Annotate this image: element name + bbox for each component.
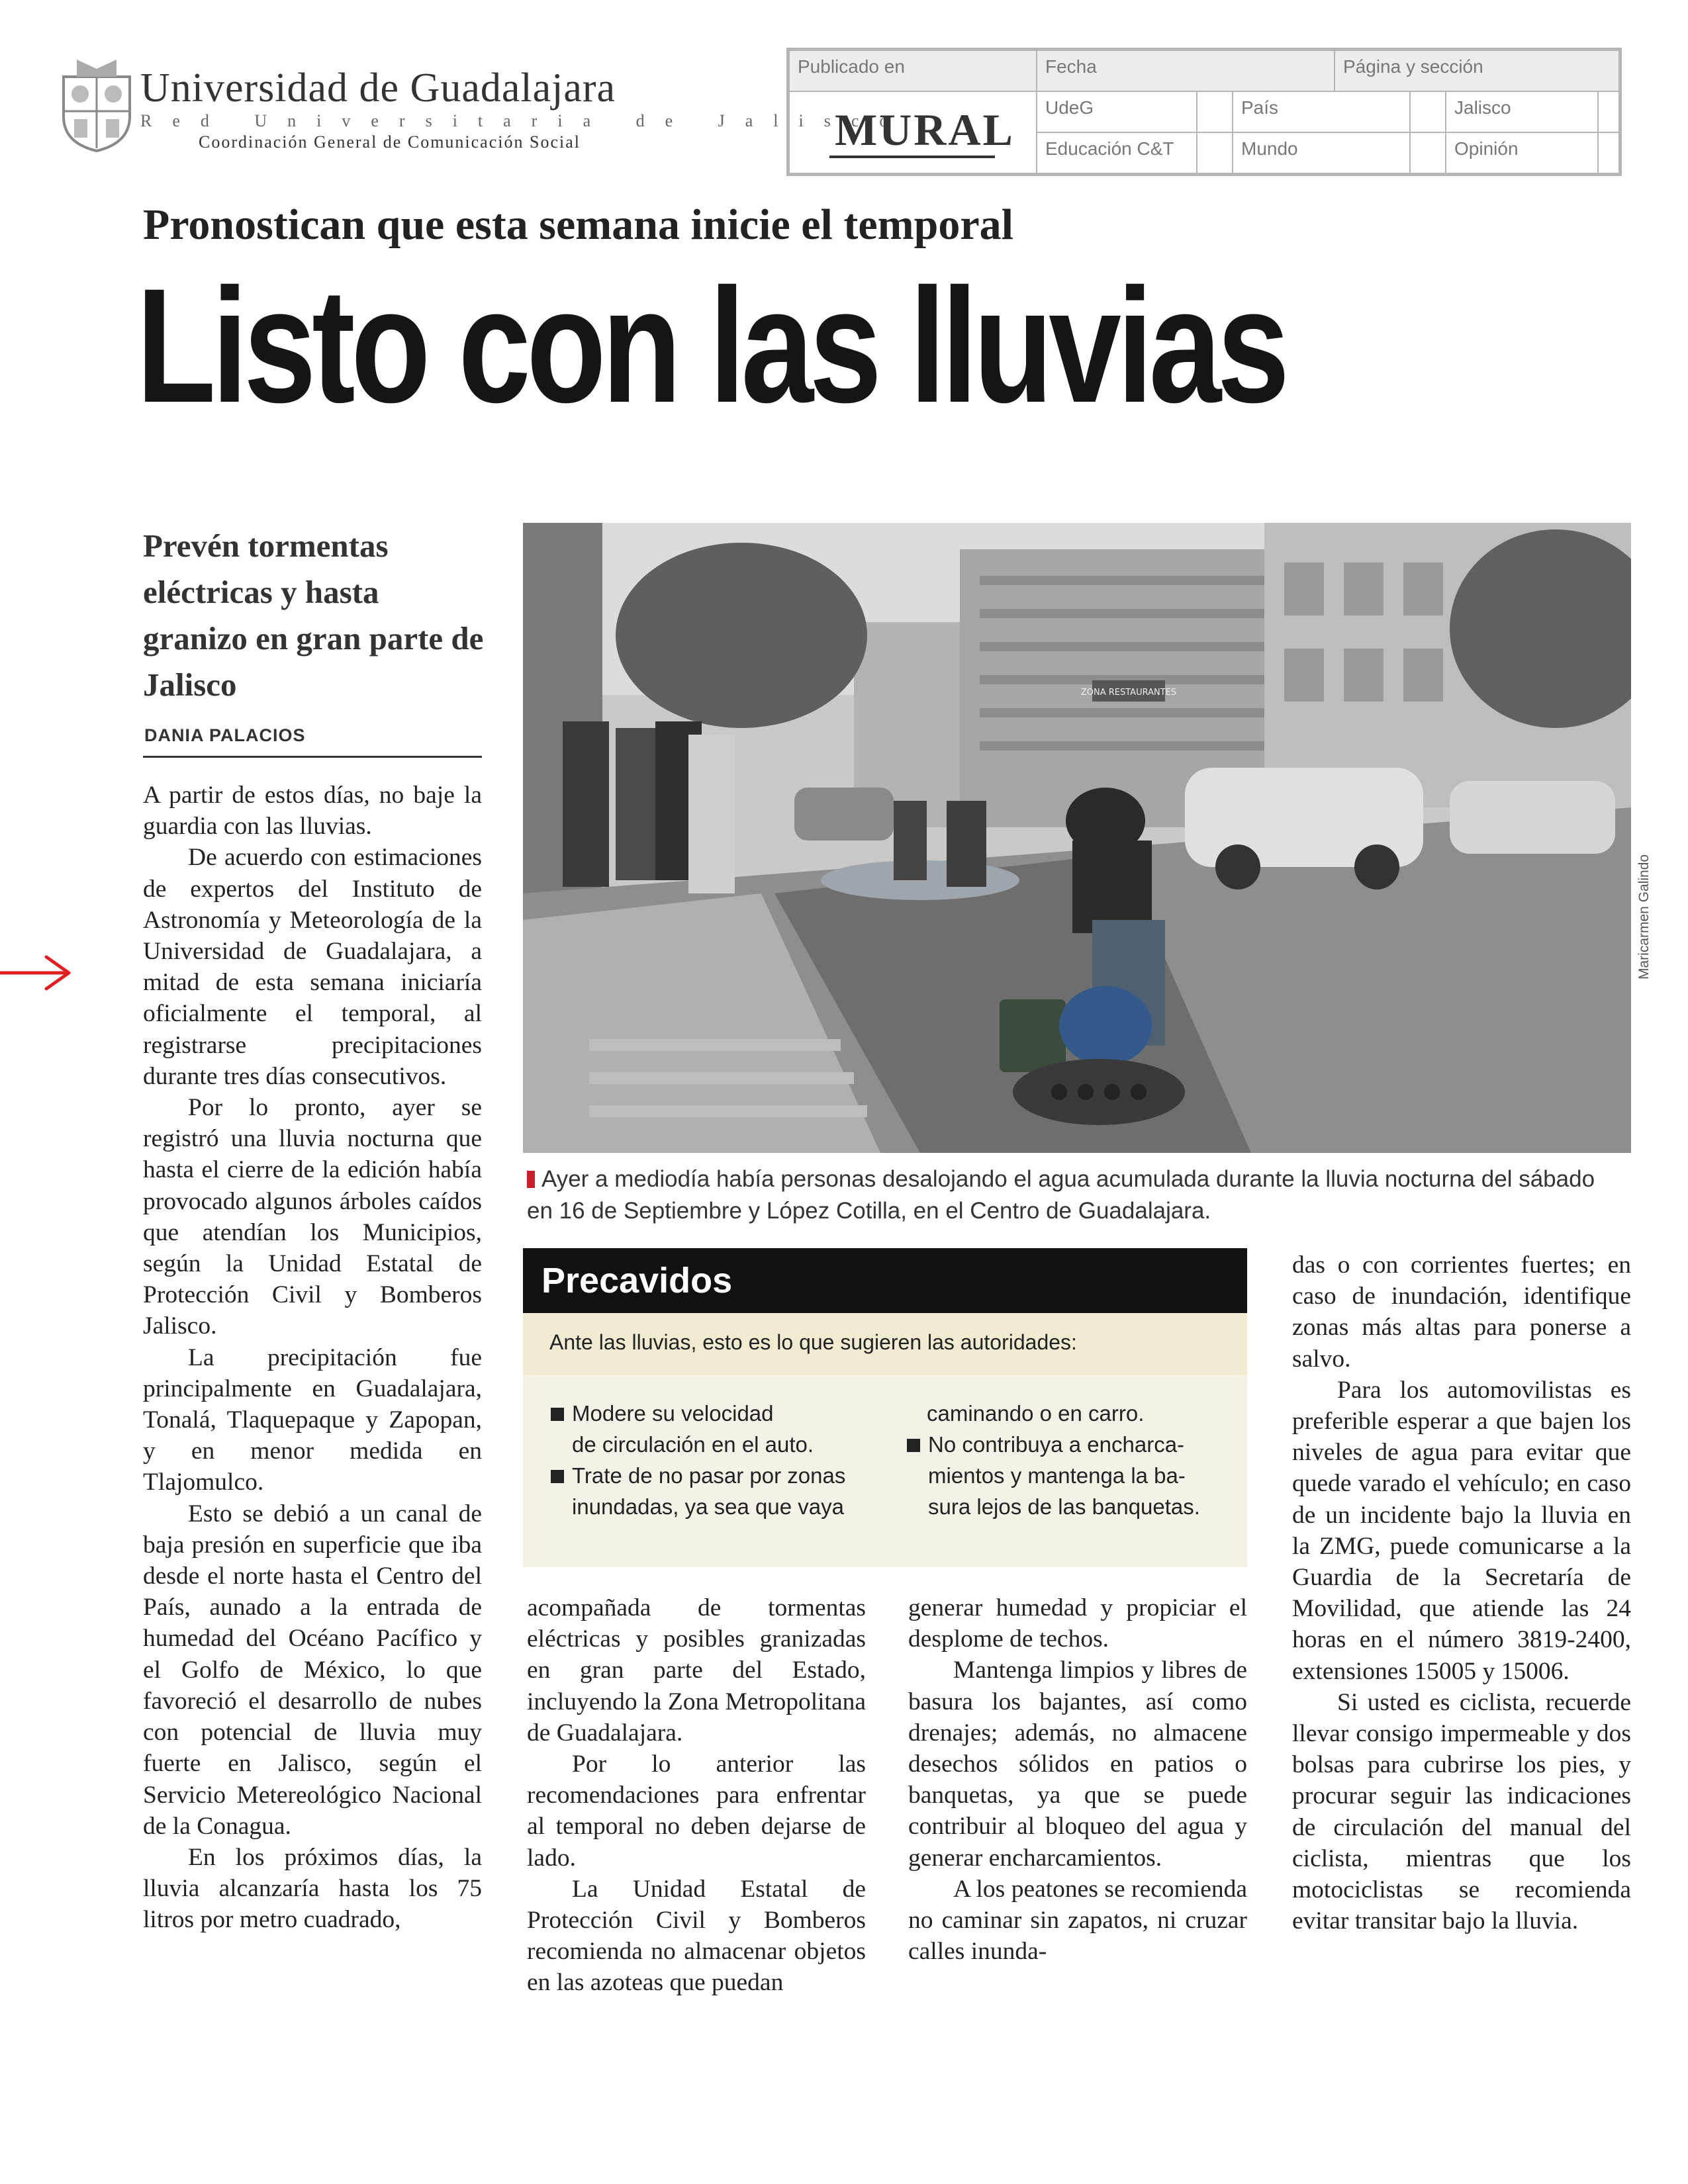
photo-credit: Maricarmen Galindo: [1636, 854, 1652, 979]
photo-caption-text: Ayer a mediodía había personas desalojando el agua acumulada durante la lluvia nocturna del sábado en 16 de Septiembre y López Cotilla, en el Centro de Guadalajara.: [527, 1166, 1595, 1224]
caption-marker: [527, 1171, 535, 1188]
paragraph: Por lo anterior las recomendaciones para enfrentar al temporal no deben dejarse de lado.: [527, 1751, 866, 1872]
checkbox-udeg: [1196, 91, 1233, 133]
box-bullet-3-cont2: sura lejos de las banquetas.: [928, 1494, 1200, 1519]
box-bullet-1-cont: de circulación en el auto.: [572, 1432, 814, 1457]
paragraph: Mantenga limpios y libres de basura los bajantes, así como drenajes; además, no almacene desechos sólidos en patios o banquetas, ya que se puede contribuir al bloqueo del agua y generar encharcamientos.: [908, 1657, 1247, 1872]
article-headline: Listo con las lluvias: [136, 255, 1286, 437]
box-bullet-1: [551, 1398, 774, 1429]
box-subtitle: Ante las lluvias, esto es lo que sugieren las autoridades:: [549, 1330, 1077, 1354]
paragraph: De acuerdo con estimaciones de expertos del Instituto de Astronomía y Meteorología de la Universidad de Guadalajara, a mitad de esta semana iniciaría oficialmente el temporal, al registrarse precipitaciones durante tres días consecutivos.: [143, 844, 482, 1090]
body-column-1: [143, 780, 482, 1936]
bullet-square-icon: [907, 1439, 920, 1452]
paragraph: A partir de estos días, no baje la guardia con las lluvias.: [143, 782, 482, 841]
box-bullet-2: [551, 1460, 845, 1491]
checkbox-jalisco: [1597, 91, 1620, 133]
box-body: [523, 1375, 1247, 1567]
paragraph: La Unidad Estatal de Protección Civil y Bomberos recomienda no almacenar objetos en las azoteas que puedan: [527, 1875, 866, 1997]
university-name: Universidad de Guadalajara: [140, 66, 616, 111]
paragraph: generar humedad y propiciar el desplome de techos.: [908, 1594, 1247, 1653]
section-educacion: Educación C&T: [1036, 132, 1197, 174]
checkbox-educacion: [1196, 132, 1233, 174]
box-bullet-2-cont2: caminando o en carro.: [927, 1401, 1145, 1426]
page-section-label: Página y sección: [1334, 50, 1620, 92]
body-column-4: [1292, 1250, 1631, 1936]
paragraph: En los próximos días, la lluvia alcanzaría hasta los 75 litros por metro cuadrado,: [143, 1843, 482, 1934]
bullet-square-icon: [551, 1408, 564, 1421]
body-column-2: [527, 1592, 866, 1999]
checkbox-mundo: [1409, 132, 1446, 174]
university-network: Red Universitaria de Jalisco: [140, 111, 909, 130]
byline: DANIA PALACIOS: [144, 725, 306, 745]
article-kicker: Pronostican que esta semana inicie el temporal: [143, 201, 1013, 249]
box-bullet-3: [907, 1429, 1184, 1460]
publication-table: [786, 48, 1622, 176]
paragraph: Esto se debió a un canal de baja presión en superficie que iba desde el norte hasta el Centro del País, aunado a la entrada de humedad del Océano Pacífico y el Golfo de México, lo que favoreció el desarrollo de nubes con potencial de lluvia muy fuerte en Jalisco, según el Servicio Metereológico Nacional de la Conagua.: [143, 1500, 482, 1840]
section-jalisco: Jalisco: [1445, 91, 1599, 133]
section-opinion: Opinión: [1445, 132, 1599, 174]
paragraph: acompañada de tormentas eléctricas y posibles granizadas en gran parte del Estado, incluyendo la Zona Metropolitana de Guadalajara.: [527, 1594, 866, 1747]
body-column-3: [908, 1592, 1247, 1967]
newspaper-logo: [788, 91, 1037, 174]
photo-caption: [527, 1163, 1626, 1227]
date-label: Fecha: [1036, 50, 1335, 92]
box-header: [523, 1248, 1247, 1313]
bullet-text: Trate de no pasar por zonas: [572, 1463, 846, 1488]
bullet-text: No contribuya a encharca-: [928, 1432, 1185, 1457]
bullet-text: Modere su velocidad: [572, 1401, 774, 1426]
street-photo: [523, 523, 1631, 1153]
paragraph: Por lo pronto, ayer se registró una lluvia nocturna que hasta el cierre de la edición había provocado algunos árboles caídos que atendían los Municipios, según la Unidad Estatal de Protección Civil y Bomberos Jalisco.: [143, 1094, 482, 1340]
red-arrow-icon: [0, 953, 79, 993]
newspaper-name: MURAL: [835, 105, 1015, 155]
box-title: Precavidos: [541, 1261, 733, 1300]
published-in-label: Publicado en: [788, 50, 1037, 92]
box-subtitle-band: [523, 1313, 1247, 1375]
byline-rule: [143, 756, 482, 758]
bullet-square-icon: [551, 1470, 564, 1483]
checkbox-opinion: [1597, 132, 1620, 174]
box-bullet-2-cont: inundadas, ya sea que vaya: [572, 1494, 844, 1519]
paragraph: Si usted es ciclista, recuerde llevar consigo impermeable y dos bolsas para cubrirse los pies, y procurar seguir las indicaciones de circulación del manual del ciclista, mientras que los motociclistas se recomienda evitar transitar bajo la lluvia.: [1292, 1688, 1631, 1935]
paragraph: Para los automovilistas es preferible esperar a que bajen los niveles de agua para evitar que quede varado el vehículo; en caso de un incidente bajo la lluvia en la ZMG, puede comunicarse a la Guardia de la Secretaría de Movilidad, que atiende las 24 horas en el número 3819-2400, extensiones 15005 y 15006.: [1292, 1376, 1631, 1685]
paragraph: das o con corrientes fuertes; en caso de inundación, identifique zonas más altas para ponerse a salvo.: [1292, 1251, 1631, 1373]
street-sign-text: ZONA RESTAURANTES: [1080, 688, 1177, 698]
article-subhead: Prevén tormentas eléctricas y hasta granizo en gran parte de Jalisco: [143, 527, 484, 703]
section-pais: País: [1232, 91, 1411, 133]
section-udeg: UdeG: [1036, 91, 1197, 133]
paragraph: La precipitación fue principalmente en Guadalajara, Tonalá, Tlaquepaque y Zapopan, y en menor medida en Tlajomulco.: [143, 1343, 482, 1496]
paragraph: A los peatones se recomienda no caminar sin zapatos, ni cruzar calles inunda-: [908, 1875, 1247, 1966]
checkbox-pais: [1409, 91, 1446, 133]
box-bullet-3-cont: mientos y mantenga la ba-: [928, 1463, 1186, 1488]
coordination-name: Coordinación General de Comunicación Social: [199, 132, 581, 152]
section-mundo: Mundo: [1232, 132, 1411, 174]
university-seal-icon: [57, 57, 136, 154]
